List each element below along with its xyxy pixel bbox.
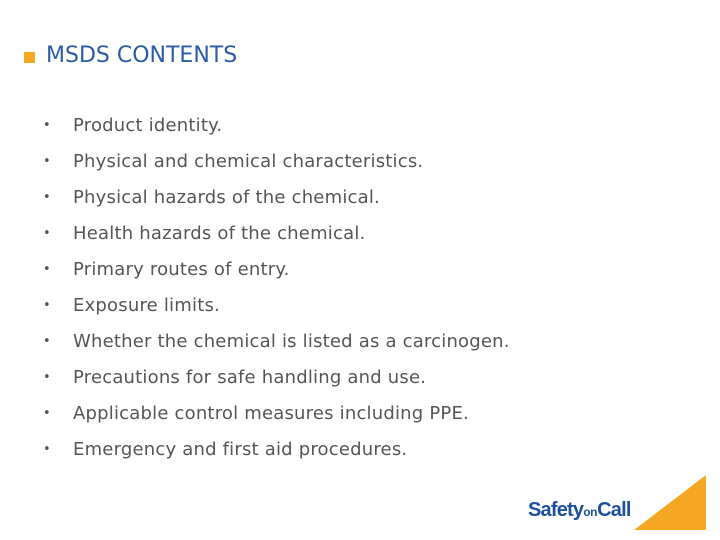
- bullet-dot-icon: •: [43, 405, 51, 421]
- bullet-text: Whether the chemical is listed as a carcinogen.: [73, 330, 510, 352]
- logo-text-call: Call: [597, 499, 631, 521]
- bullet-dot-icon: •: [43, 189, 51, 205]
- slide-title: MSDS CONTENTS: [46, 43, 238, 68]
- bullet-item: [43, 107, 510, 143]
- bullet-item: [43, 251, 510, 287]
- bullet-dot-icon: •: [43, 261, 51, 277]
- bullet-item: [43, 431, 510, 467]
- bullet-text: Primary routes of entry.: [73, 258, 290, 280]
- bullet-item: [43, 287, 510, 323]
- bullet-item: [43, 359, 510, 395]
- bullet-dot-icon: •: [43, 441, 51, 457]
- safety-on-call-logo: [528, 497, 631, 525]
- bullet-text: Health hazards of the chemical.: [73, 222, 366, 244]
- title-marker: [24, 52, 35, 63]
- corner-accent-triangle: [634, 475, 706, 530]
- bullet-item: [43, 215, 510, 251]
- bullet-dot-icon: •: [43, 225, 51, 241]
- bullet-text: Emergency and first aid procedures.: [73, 438, 408, 460]
- bullet-text: Exposure limits.: [73, 294, 220, 316]
- logo-text-on: on: [583, 505, 598, 519]
- bullet-item: [43, 143, 510, 179]
- bullet-dot-icon: •: [43, 369, 51, 385]
- bullet-list: [43, 107, 510, 467]
- bullet-item: [43, 323, 510, 359]
- bullet-dot-icon: •: [43, 297, 51, 313]
- logo-text-safety: Safety: [528, 499, 584, 521]
- bullet-text: Physical and chemical characteristics.: [73, 150, 424, 172]
- bullet-text: Applicable control measures including PPE.: [73, 402, 469, 424]
- bullet-dot-icon: •: [43, 333, 51, 349]
- bullet-text: Product identity.: [73, 114, 223, 136]
- bullet-dot-icon: •: [43, 153, 51, 169]
- bullet-text: Precautions for safe handling and use.: [73, 366, 427, 388]
- bullet-dot-icon: •: [43, 117, 51, 133]
- bullet-item: [43, 179, 510, 215]
- bullet-text: Physical hazards of the chemical.: [73, 186, 380, 208]
- bullet-item: [43, 395, 510, 431]
